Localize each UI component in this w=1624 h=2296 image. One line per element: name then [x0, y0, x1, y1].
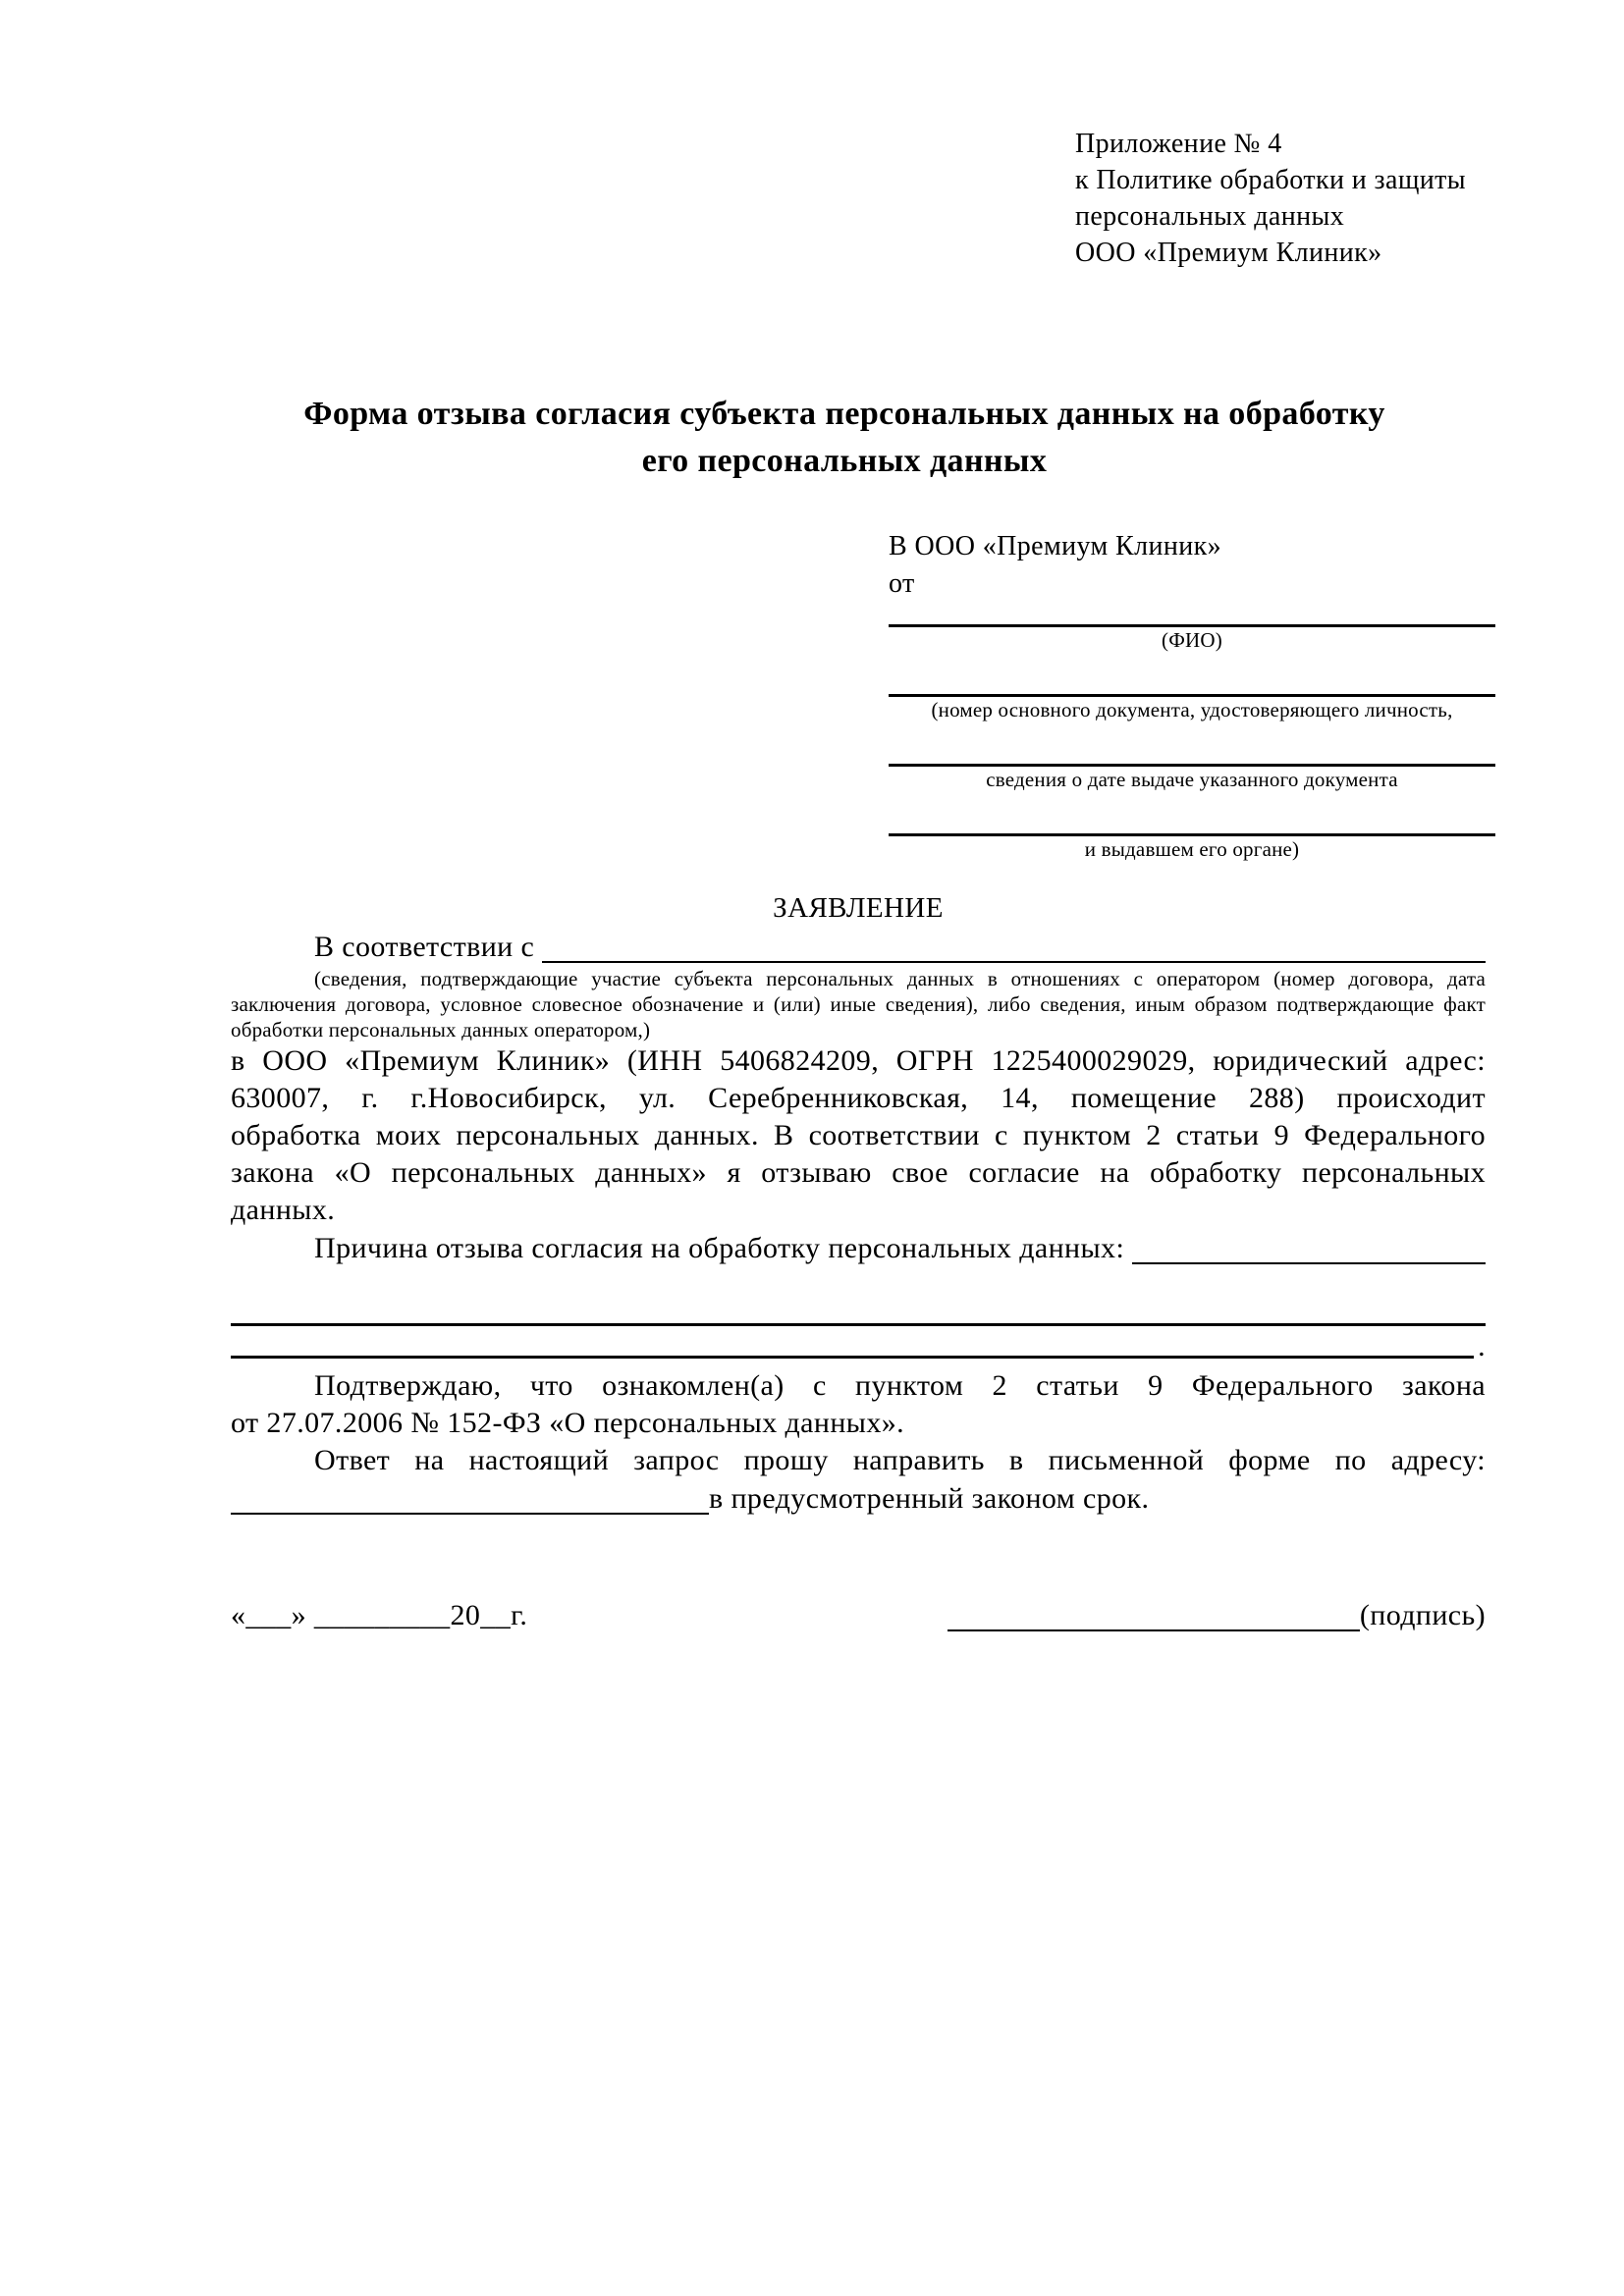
period-text: . — [1478, 1330, 1486, 1362]
issuing-authority-caption: и выдавшем его органе) — [1084, 837, 1300, 861]
title-line-1: Форма отзыва согласия субъекта персональных данных на обработку — [303, 396, 1385, 432]
confirm-paragraph — [231, 1367, 1486, 1442]
form-title — [177, 391, 1512, 485]
reply-line-1: Ответ на настоящий запрос прошу направить в письменной форме по адресу: — [314, 1444, 1486, 1476]
reason-label: Причина отзыва согласия на обработку персональных данных: — [314, 1232, 1125, 1264]
body-paragraph — [231, 1042, 1486, 1229]
confirm-line: Подтверждаю, что ознакомлен(а) с пунктом 2 статьи 9 Федерального закона — [314, 1369, 1486, 1402]
address-blank-line — [231, 1479, 709, 1515]
annex-line: Приложение № 4 — [1075, 129, 1282, 159]
addressee-block — [889, 528, 1495, 862]
annex-block — [1075, 126, 1466, 271]
addressee-to: В ООО «Премиум Клиник» — [889, 531, 1222, 561]
fio-field — [889, 603, 1495, 653]
intro-row — [231, 928, 1486, 966]
signature-group — [947, 1596, 1486, 1634]
reply-row-2 — [231, 1479, 1486, 1518]
date-blank-text: «___» _________20__г. — [231, 1599, 528, 1631]
reply-suffix: в предусмотренный законом срок. — [709, 1482, 1150, 1515]
blank-space — [231, 1267, 1486, 1305]
fine-print-line: заключения договора, условное словесное обозначение и (или) иные сведения), либо сведения, иным образом подтверждающие факт — [231, 992, 1486, 1016]
reason-fill-line-1 — [231, 1302, 1486, 1326]
annex-line: к Политике обработки и защиты — [1075, 165, 1467, 195]
issue-date-caption: сведения о дате выдаче указанного документа — [986, 768, 1398, 791]
addressee-from-label: от — [889, 568, 915, 599]
body-line: 630007, г. г.Новосибирск, ул. Серебренниковская, 14, помещение 288) происходит — [231, 1082, 1486, 1114]
statement-heading: ЗАЯВЛЕНИЕ — [773, 892, 944, 924]
document-number-blank-line — [889, 653, 1495, 697]
fine-print-line: (сведения, подтверждающие участие субъекта персональных данных в отношениях с оператором (номер договора, дата — [314, 967, 1486, 990]
fine-print-line: обработки персональных данных оператором,) — [231, 1018, 651, 1041]
annex-line: ООО «Премиум Клиник» — [1075, 238, 1382, 268]
body-line: в ООО «Премиум Клиник» (ИНН 5406824209, ОГРН 1225400029029, юридический адрес: — [231, 1044, 1486, 1077]
footer-row — [231, 1596, 1486, 1634]
fio-caption: (ФИО) — [1162, 628, 1222, 652]
body-line: обработка моих персональных данных. В соответствии с пунктом 2 статьи 9 Федерального — [231, 1119, 1486, 1151]
intro-blank-line — [542, 928, 1486, 963]
reason-blank-line — [1132, 1229, 1486, 1264]
body-line: данных. — [231, 1194, 336, 1226]
intro-label: В соответствии с — [314, 931, 535, 963]
reason-fill-row-1 — [231, 1305, 1486, 1326]
reason-row — [231, 1229, 1486, 1267]
reply-paragraph — [231, 1442, 1486, 1518]
body-line: закона «О персональных данных» я отзываю свое согласие на обработку персональных — [231, 1156, 1486, 1189]
fine-print — [231, 966, 1486, 1042]
reason-fill-line-2 — [231, 1336, 1474, 1359]
statement-section — [231, 888, 1486, 1634]
title-line-2: его персональных данных — [641, 443, 1048, 479]
issue-date-blank-line — [889, 722, 1495, 767]
confirm-line: от 27.07.2006 № 152-ФЗ «О персональных данных». — [231, 1407, 905, 1439]
annex-line: персональных данных — [1075, 201, 1345, 232]
issuing-authority-blank-line — [889, 792, 1495, 836]
issuing-authority-field — [889, 792, 1495, 862]
signature-caption: (подпись) — [1359, 1599, 1486, 1631]
issue-date-field — [889, 722, 1495, 792]
document-number-caption: (номер основного документа, удостоверяющего личность, — [931, 698, 1453, 721]
fio-blank-line — [889, 603, 1495, 627]
reason-fill-row-2 — [231, 1330, 1486, 1362]
document-number-field — [889, 653, 1495, 722]
signature-blank-line — [947, 1596, 1360, 1631]
